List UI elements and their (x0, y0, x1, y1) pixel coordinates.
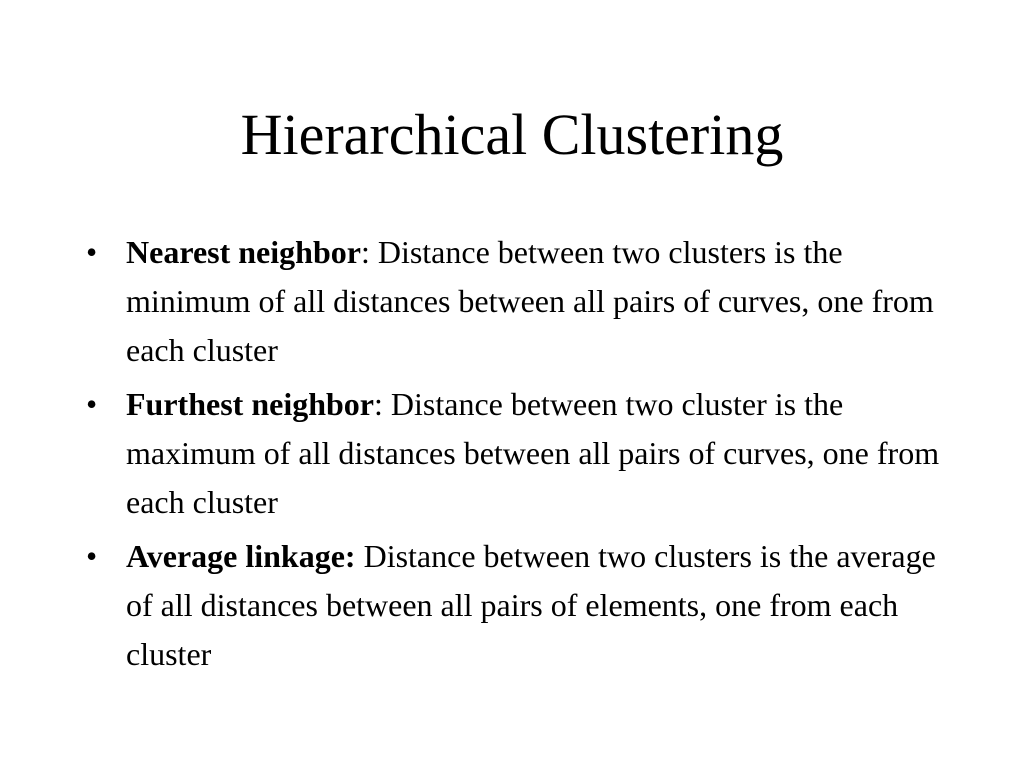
bullet-term: Average linkage: (126, 538, 356, 574)
bullet-separator: : (360, 234, 370, 270)
bullet-dot-icon: • (86, 234, 98, 270)
bullet-list (86, 228, 946, 684)
bullet-term: Furthest neighbor (126, 386, 374, 422)
bullet-dot-icon: • (86, 386, 98, 422)
bullet-item-nearest-neighbor (86, 228, 946, 375)
bullet-separator: : (374, 386, 383, 422)
bullet-item-furthest-neighbor (86, 380, 946, 527)
slide-title: Hierarchical Clustering (240, 102, 784, 167)
bullet-term: Nearest neighbor (126, 234, 361, 270)
bullet-item-average-linkage (86, 532, 946, 679)
bullet-text: Distance between two clusters is the minimum of all distances between all pairs of curves, one from each cluster (126, 234, 934, 368)
bullet-text: Distance between two cluster is the maximum of all distances between all pairs of curves, one from each cluster (126, 386, 940, 520)
bullet-dot-icon: • (86, 538, 98, 574)
bullet-text: Distance between two clusters is the average of all distances between all pairs of elements, one from each cluster (126, 538, 936, 672)
